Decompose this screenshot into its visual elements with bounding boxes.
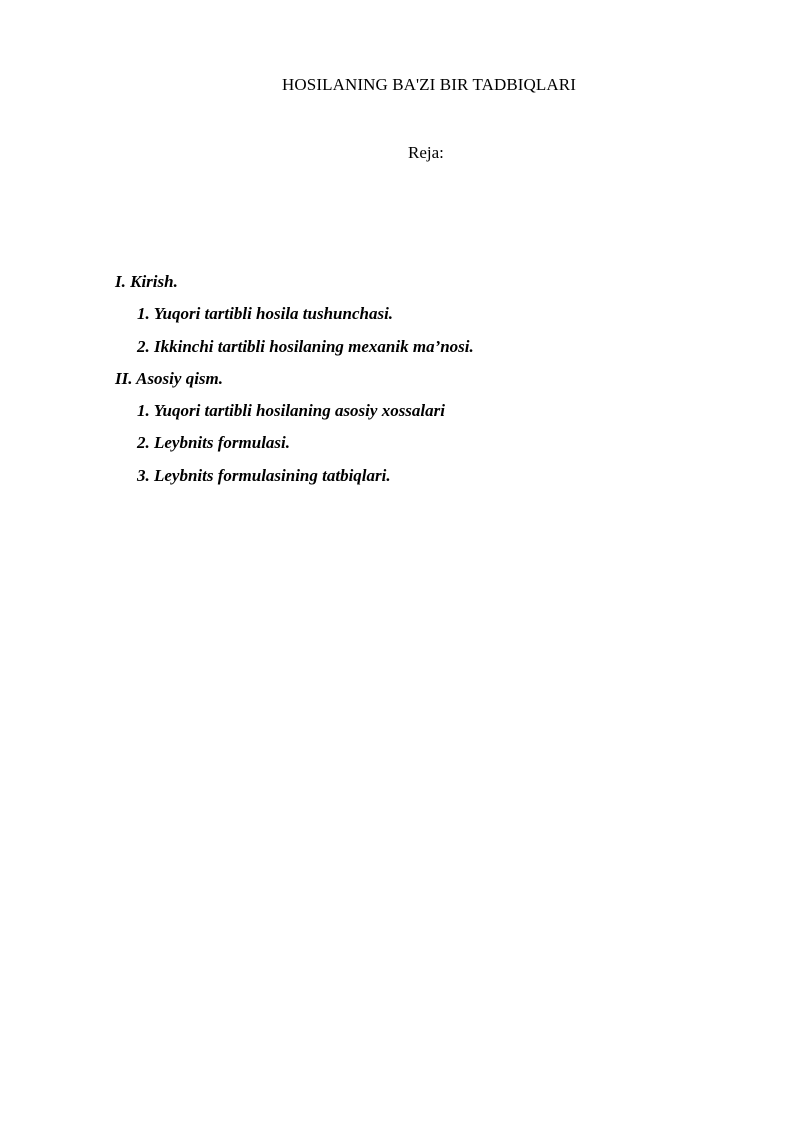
outline-item: 2. Ikkinchi tartibli hosilaning mexanik ma’nosi.: [137, 337, 474, 356]
outline-item: 2. Leybnits formulasi.: [137, 433, 291, 452]
outline-section-main: II. Asosiy qism.: [115, 369, 224, 388]
outline-section-intro: I. Kirish.: [115, 272, 178, 291]
plan-heading: Reja:: [408, 143, 444, 162]
document-title: HOSILANING BA'ZI BIR TADBIQLARI: [282, 75, 576, 94]
outline-item: 1. Yuqori tartibli hosila tushunchasi.: [137, 304, 394, 323]
outline-item: 1. Yuqori tartibli hosilaning asosiy xossalari: [137, 401, 445, 420]
outline-item: 3. Leybnits formulasining tatbiqlari.: [137, 466, 391, 485]
